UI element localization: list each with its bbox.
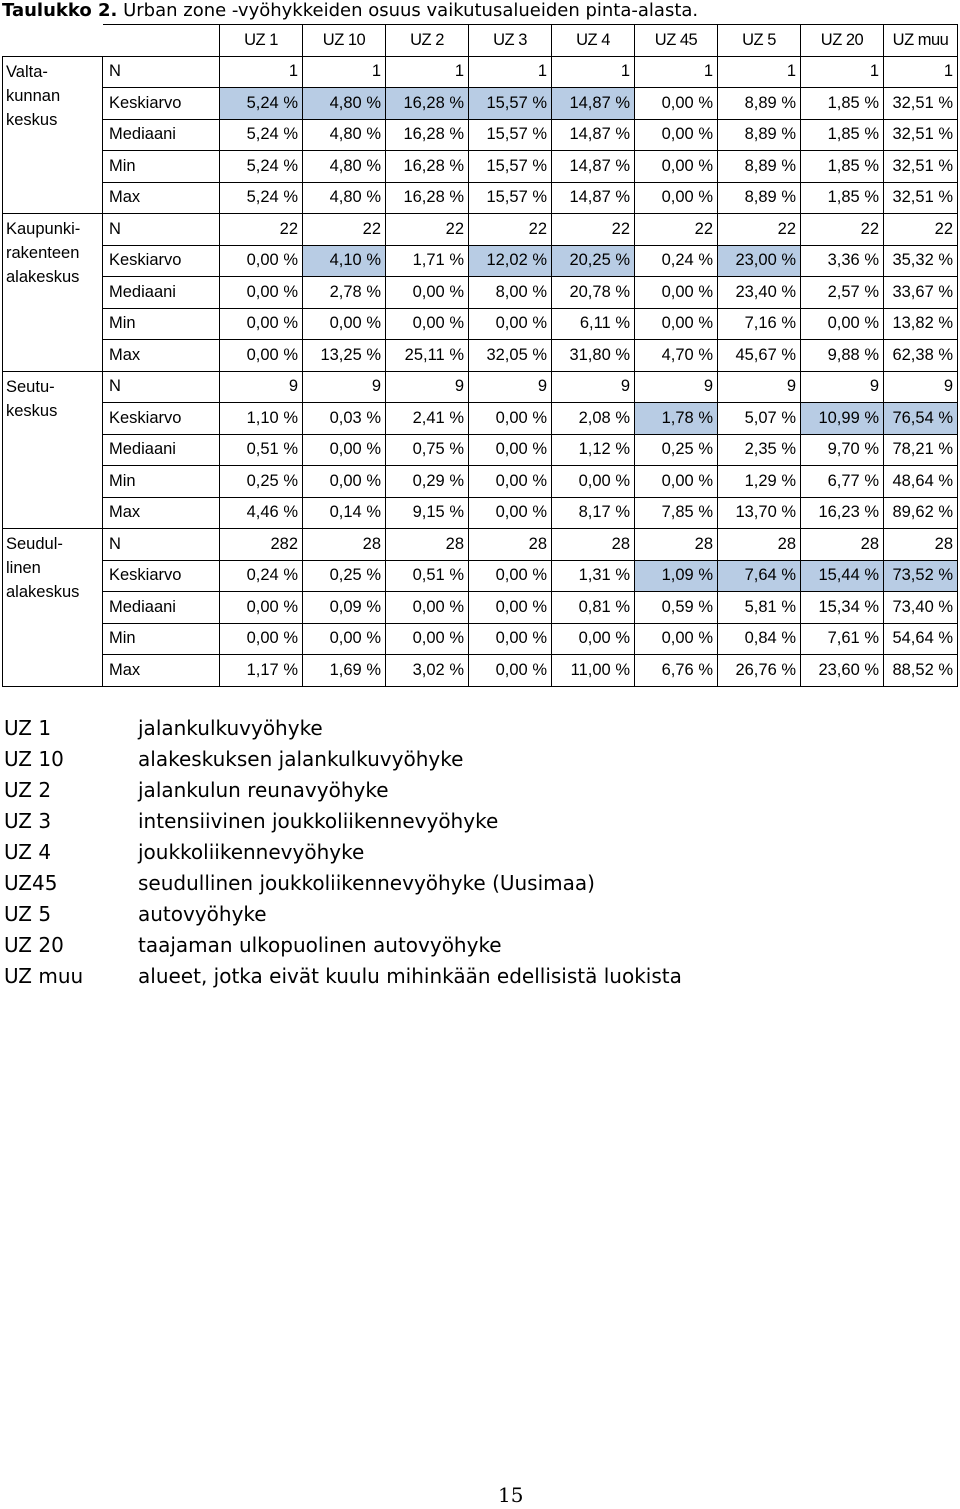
- table-cell: 22: [303, 214, 386, 246]
- table-cell: 76,54 %: [884, 403, 958, 435]
- table-row: [3, 214, 958, 246]
- table-cell: 8,00 %: [469, 277, 552, 309]
- column-header: UZ 5: [718, 25, 801, 57]
- table-cell: 0,00 %: [469, 623, 552, 655]
- table-cell: 22: [386, 214, 469, 246]
- table-cell: 1: [552, 56, 635, 88]
- table-cell: 31,80 %: [552, 340, 635, 372]
- data-table: [2, 24, 958, 687]
- legend-code: UZ 3: [4, 809, 52, 833]
- table-cell: 7,85 %: [635, 497, 718, 529]
- table-row: [3, 277, 958, 309]
- table-cell: 8,89 %: [718, 151, 801, 183]
- table-cell: 16,28 %: [386, 182, 469, 214]
- table-row: [3, 466, 958, 498]
- table-cell: 15,57 %: [469, 119, 552, 151]
- stat-label: Min: [103, 623, 220, 655]
- table-cell: 32,51 %: [884, 119, 958, 151]
- table-cell: 88,52 %: [884, 655, 958, 687]
- table-cell: 0,00 %: [801, 308, 884, 340]
- table-cell: 0,00 %: [220, 308, 303, 340]
- table-cell: 9: [801, 371, 884, 403]
- table-cell: 9: [552, 371, 635, 403]
- legend-item: [4, 775, 682, 806]
- table-cell: 0,00 %: [220, 623, 303, 655]
- table-cell: 1,85 %: [801, 182, 884, 214]
- table-cell: 0,00 %: [220, 245, 303, 277]
- table-cell: 22: [469, 214, 552, 246]
- table-cell: 0,51 %: [220, 434, 303, 466]
- table-cell: 16,28 %: [386, 151, 469, 183]
- table-cell: 0,59 %: [635, 592, 718, 624]
- group-label-line: kunnan: [6, 86, 61, 105]
- table-cell: 78,21 %: [884, 434, 958, 466]
- table-cell: 28: [303, 529, 386, 561]
- table-cell: 28: [801, 529, 884, 561]
- table-cell: 28: [469, 529, 552, 561]
- table-cell: 9,15 %: [386, 497, 469, 529]
- stat-label: Max: [103, 182, 220, 214]
- stat-label: Keskiarvo: [103, 245, 220, 277]
- stat-label: Max: [103, 340, 220, 372]
- table-cell: 32,05 %: [469, 340, 552, 372]
- legend: [4, 713, 682, 992]
- table-row: [3, 119, 958, 151]
- table-cell: 1: [386, 56, 469, 88]
- table-cell: 15,57 %: [469, 151, 552, 183]
- page-number: 15: [498, 1483, 524, 1507]
- legend-item: [4, 899, 682, 930]
- table-cell: 6,76 %: [635, 655, 718, 687]
- table-cell: 0,00 %: [469, 560, 552, 592]
- column-header: UZ 10: [303, 25, 386, 57]
- stat-label: Mediaani: [103, 434, 220, 466]
- table-cell: 7,64 %: [718, 560, 801, 592]
- table-cell: 0,00 %: [220, 592, 303, 624]
- table-row: [3, 497, 958, 529]
- table-cell: 20,78 %: [552, 277, 635, 309]
- caption-text: Urban zone -vyöhykkeiden osuus vaikutusalueiden pinta-alasta.: [117, 0, 699, 21]
- caption-label: Taulukko 2.: [2, 0, 118, 21]
- table-cell: 1,12 %: [552, 434, 635, 466]
- table-cell: 0,00 %: [635, 623, 718, 655]
- table-cell: 0,00 %: [635, 182, 718, 214]
- table-cell: 0,00 %: [469, 434, 552, 466]
- stat-label: Max: [103, 497, 220, 529]
- group-label: [3, 214, 103, 372]
- table-cell: 8,89 %: [718, 182, 801, 214]
- table-cell: 0,25 %: [635, 434, 718, 466]
- stat-label: N: [103, 529, 220, 561]
- table-cell: 4,80 %: [303, 88, 386, 120]
- table-cell: 26,76 %: [718, 655, 801, 687]
- table-cell: 0,81 %: [552, 592, 635, 624]
- table-cell: 1: [884, 56, 958, 88]
- table-cell: 7,16 %: [718, 308, 801, 340]
- table-cell: 0,00 %: [469, 497, 552, 529]
- table-cell: 22: [884, 214, 958, 246]
- table-cell: 0,00 %: [220, 277, 303, 309]
- table-cell: 0,24 %: [220, 560, 303, 592]
- stat-label: N: [103, 371, 220, 403]
- table-cell: 22: [220, 214, 303, 246]
- table-cell: 15,34 %: [801, 592, 884, 624]
- table-cell: 4,80 %: [303, 151, 386, 183]
- table-cell: 1: [469, 56, 552, 88]
- column-header: UZ muu: [884, 25, 958, 57]
- table-cell: 28: [635, 529, 718, 561]
- table-cell: 15,57 %: [469, 182, 552, 214]
- table-cell: 23,00 %: [718, 245, 801, 277]
- table-cell: 35,32 %: [884, 245, 958, 277]
- table-cell: 32,51 %: [884, 88, 958, 120]
- table-row: [3, 655, 958, 687]
- table-cell: 54,64 %: [884, 623, 958, 655]
- group-label-line: Valta-: [6, 62, 48, 81]
- table-cell: 73,52 %: [884, 560, 958, 592]
- table-cell: 8,89 %: [718, 88, 801, 120]
- group-label-line: linen: [6, 559, 41, 577]
- table-cell: 1: [635, 56, 718, 88]
- table-cell: 0,00 %: [469, 655, 552, 687]
- table-cell: 22: [552, 214, 635, 246]
- table-cell: 22: [801, 214, 884, 246]
- table-cell: 0,00 %: [386, 623, 469, 655]
- table-row: [3, 340, 958, 372]
- table-cell: 0,84 %: [718, 623, 801, 655]
- table-cell: 5,24 %: [220, 182, 303, 214]
- stat-label: Keskiarvo: [103, 88, 220, 120]
- stat-label: Mediaani: [103, 277, 220, 309]
- table-row: [3, 151, 958, 183]
- legend-code: UZ 1: [4, 716, 52, 740]
- table-row: [3, 308, 958, 340]
- table-row: [3, 403, 958, 435]
- legend-item: [4, 961, 682, 992]
- table-cell: 62,38 %: [884, 340, 958, 372]
- table-cell: 1,85 %: [801, 151, 884, 183]
- table-cell: 1: [718, 56, 801, 88]
- table-cell: 4,70 %: [635, 340, 718, 372]
- legend-item: [4, 868, 682, 899]
- table-cell: 33,67 %: [884, 277, 958, 309]
- legend-description: joukkoliikennevyöhyke: [138, 840, 365, 864]
- group-label: [3, 529, 103, 687]
- legend-description: jalankulkuvyöhyke: [138, 716, 323, 740]
- table-row: [3, 182, 958, 214]
- table-cell: 28: [386, 529, 469, 561]
- table-cell: 0,00 %: [635, 119, 718, 151]
- legend-item: [4, 713, 682, 744]
- table-cell: 13,25 %: [303, 340, 386, 372]
- table-cell: 0,00 %: [386, 592, 469, 624]
- table-cell: 0,00 %: [635, 466, 718, 498]
- group-label: [3, 371, 103, 529]
- stat-label: N: [103, 56, 220, 88]
- table-cell: 282: [220, 529, 303, 561]
- table-cell: 9: [469, 371, 552, 403]
- table-cell: 2,35 %: [718, 434, 801, 466]
- table-cell: 2,57 %: [801, 277, 884, 309]
- table-cell: 16,23 %: [801, 497, 884, 529]
- table-cell: 16,28 %: [386, 88, 469, 120]
- header-row: [3, 25, 958, 57]
- table-cell: 14,87 %: [552, 88, 635, 120]
- table-cell: 32,51 %: [884, 151, 958, 183]
- table-cell: 0,24 %: [635, 245, 718, 277]
- table-cell: 0,00 %: [635, 308, 718, 340]
- table-cell: 13,82 %: [884, 308, 958, 340]
- table-cell: 0,00 %: [469, 403, 552, 435]
- legend-code: UZ 4: [4, 840, 52, 864]
- group-label-line: keskus: [6, 110, 58, 129]
- table-cell: 14,87 %: [552, 119, 635, 151]
- header-blank: [3, 25, 103, 57]
- table-cell: 0,03 %: [303, 403, 386, 435]
- table-cell: 0,00 %: [303, 434, 386, 466]
- table-cell: 3,02 %: [386, 655, 469, 687]
- table-cell: 0,00 %: [303, 308, 386, 340]
- legend-description: taajaman ulkopuolinen autovyöhyke: [138, 933, 502, 957]
- group-label-line: rakenteen: [6, 244, 80, 262]
- table-cell: 0,00 %: [469, 592, 552, 624]
- table-cell: 14,87 %: [552, 151, 635, 183]
- column-header: UZ 20: [801, 25, 884, 57]
- table-cell: 1: [220, 56, 303, 88]
- table-cell: 20,25 %: [552, 245, 635, 277]
- table-cell: 0,25 %: [303, 560, 386, 592]
- table-cell: 0,51 %: [386, 560, 469, 592]
- stat-label: Mediaani: [103, 119, 220, 151]
- column-header: UZ 2: [386, 25, 469, 57]
- table-cell: 4,46 %: [220, 497, 303, 529]
- table-cell: 9,88 %: [801, 340, 884, 372]
- table-cell: 9: [635, 371, 718, 403]
- header-blank: [103, 25, 220, 57]
- table-cell: 15,44 %: [801, 560, 884, 592]
- legend-description: jalankulun reunavyöhyke: [138, 778, 389, 802]
- group-label-line: Kaupunki-: [6, 220, 81, 238]
- table-cell: 5,81 %: [718, 592, 801, 624]
- table-cell: 0,00 %: [303, 623, 386, 655]
- legend-description: seudullinen joukkoliikennevyöhyke (Uusimaa): [138, 871, 595, 895]
- table-cell: 5,24 %: [220, 151, 303, 183]
- group-label-line: keskus: [6, 401, 58, 420]
- legend-description: autovyöhyke: [138, 902, 267, 926]
- table-cell: 1: [801, 56, 884, 88]
- table-cell: 5,24 %: [220, 88, 303, 120]
- table-cell: 45,67 %: [718, 340, 801, 372]
- table-cell: 0,00 %: [552, 466, 635, 498]
- table-cell: 28: [718, 529, 801, 561]
- table-cell: 9,70 %: [801, 434, 884, 466]
- stat-label: Min: [103, 308, 220, 340]
- table-cell: 4,10 %: [303, 245, 386, 277]
- table-cell: 11,00 %: [552, 655, 635, 687]
- table-row: [3, 245, 958, 277]
- stat-label: Keskiarvo: [103, 403, 220, 435]
- table-cell: 0,00 %: [552, 623, 635, 655]
- table-cell: 0,25 %: [220, 466, 303, 498]
- table-cell: 9: [884, 371, 958, 403]
- table-caption: [2, 0, 698, 21]
- legend-item: [4, 806, 682, 837]
- legend-code: UZ 2: [4, 778, 52, 802]
- group-label-line: alakeskus: [6, 583, 80, 601]
- table-cell: 5,07 %: [718, 403, 801, 435]
- table-cell: 0,29 %: [386, 466, 469, 498]
- table-cell: 4,80 %: [303, 182, 386, 214]
- legend-code: UZ45: [4, 871, 58, 895]
- table-cell: 1,71 %: [386, 245, 469, 277]
- table-cell: 0,00 %: [386, 277, 469, 309]
- table-cell: 22: [635, 214, 718, 246]
- table-cell: 6,77 %: [801, 466, 884, 498]
- group-label-line: alakeskus: [6, 268, 80, 286]
- table-cell: 15,57 %: [469, 88, 552, 120]
- table-cell: 23,40 %: [718, 277, 801, 309]
- table-cell: 9: [718, 371, 801, 403]
- table-cell: 1,10 %: [220, 403, 303, 435]
- table-cell: 16,28 %: [386, 119, 469, 151]
- table-row: [3, 529, 958, 561]
- table-cell: 0,00 %: [220, 340, 303, 372]
- table-cell: 2,41 %: [386, 403, 469, 435]
- table-cell: 6,11 %: [552, 308, 635, 340]
- column-header: UZ 4: [552, 25, 635, 57]
- table-cell: 4,80 %: [303, 119, 386, 151]
- table-cell: 13,70 %: [718, 497, 801, 529]
- stat-label: Min: [103, 466, 220, 498]
- group-label: [3, 56, 103, 214]
- table-cell: 48,64 %: [884, 466, 958, 498]
- table-cell: 0,00 %: [469, 308, 552, 340]
- group-label-line: Seudul-: [6, 535, 63, 553]
- legend-code: UZ 5: [4, 902, 52, 926]
- table-row: [3, 371, 958, 403]
- table-cell: 1: [303, 56, 386, 88]
- table-cell: 3,36 %: [801, 245, 884, 277]
- table-cell: 8,89 %: [718, 119, 801, 151]
- column-header: UZ 45: [635, 25, 718, 57]
- stat-label: Min: [103, 151, 220, 183]
- table-row: [3, 592, 958, 624]
- stat-label: Max: [103, 655, 220, 687]
- table-cell: 5,24 %: [220, 119, 303, 151]
- table-cell: 73,40 %: [884, 592, 958, 624]
- table-cell: 12,02 %: [469, 245, 552, 277]
- legend-item: [4, 744, 682, 775]
- table-cell: 25,11 %: [386, 340, 469, 372]
- table-cell: 2,78 %: [303, 277, 386, 309]
- table-cell: 1,69 %: [303, 655, 386, 687]
- table-row: [3, 560, 958, 592]
- table-cell: 1,31 %: [552, 560, 635, 592]
- legend-description: alueet, jotka eivät kuulu mihinkään edellisistä luokista: [138, 964, 682, 988]
- legend-description: alakeskuksen jalankulkuvyöhyke: [138, 747, 464, 771]
- table-cell: 0,09 %: [303, 592, 386, 624]
- table-cell: 7,61 %: [801, 623, 884, 655]
- stat-label: Mediaani: [103, 592, 220, 624]
- column-header: UZ 1: [220, 25, 303, 57]
- table-row: [3, 623, 958, 655]
- table-row: [3, 434, 958, 466]
- table-cell: 2,08 %: [552, 403, 635, 435]
- legend-description: intensiivinen joukkoliikennevyöhyke: [138, 809, 499, 833]
- table-cell: 0,14 %: [303, 497, 386, 529]
- table-cell: 1,09 %: [635, 560, 718, 592]
- table-cell: 28: [552, 529, 635, 561]
- table-cell: 8,17 %: [552, 497, 635, 529]
- table-cell: 0,75 %: [386, 434, 469, 466]
- legend-item: [4, 837, 682, 868]
- table-row: [3, 88, 958, 120]
- table-cell: 1,29 %: [718, 466, 801, 498]
- table-cell: 32,51 %: [884, 182, 958, 214]
- table-cell: 28: [884, 529, 958, 561]
- table-cell: 0,00 %: [635, 88, 718, 120]
- table-cell: 0,00 %: [386, 308, 469, 340]
- legend-code: UZ muu: [4, 964, 84, 988]
- stat-label: Keskiarvo: [103, 560, 220, 592]
- table-cell: 9: [303, 371, 386, 403]
- table-cell: 1,78 %: [635, 403, 718, 435]
- table-cell: 1,17 %: [220, 655, 303, 687]
- table-cell: 10,99 %: [801, 403, 884, 435]
- column-header: UZ 3: [469, 25, 552, 57]
- table-cell: 9: [386, 371, 469, 403]
- table-cell: 14,87 %: [552, 182, 635, 214]
- group-label-line: Seutu-: [6, 377, 55, 396]
- table-cell: 9: [220, 371, 303, 403]
- stat-label: N: [103, 214, 220, 246]
- table-cell: 89,62 %: [884, 497, 958, 529]
- legend-code: UZ 10: [4, 747, 64, 771]
- table-cell: 0,00 %: [635, 151, 718, 183]
- table-cell: 22: [718, 214, 801, 246]
- table-cell: 0,00 %: [635, 277, 718, 309]
- table-cell: 0,00 %: [469, 466, 552, 498]
- table-row: [3, 56, 958, 88]
- table-cell: 0,00 %: [303, 466, 386, 498]
- table-cell: 1,85 %: [801, 88, 884, 120]
- legend-code: UZ 20: [4, 933, 64, 957]
- table-cell: 23,60 %: [801, 655, 884, 687]
- table-cell: 1,85 %: [801, 119, 884, 151]
- legend-item: [4, 930, 682, 961]
